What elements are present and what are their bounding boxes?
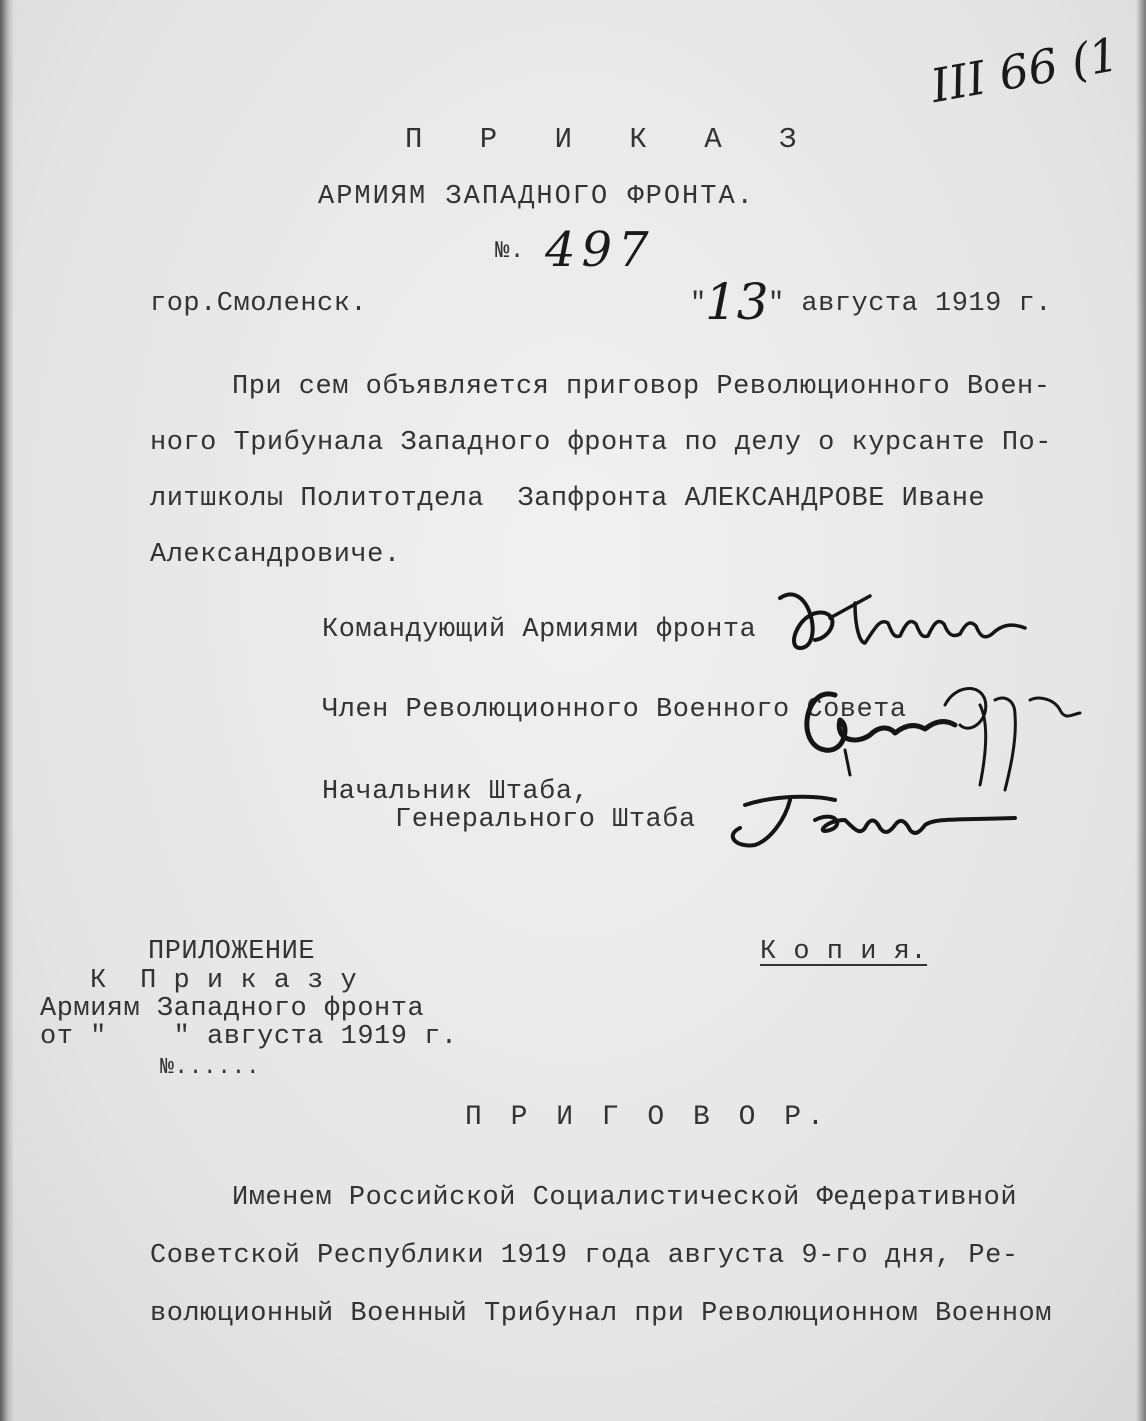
place-line: гор.Смоленск. xyxy=(150,289,368,319)
body-line: ного Трибунала Западного фронта по делу о курсанте По- xyxy=(150,428,1052,458)
verdict-title: П Р И Г О В О Р. xyxy=(465,1102,830,1133)
copy-label: К о п и я. xyxy=(760,937,928,967)
scan-edge-left xyxy=(0,0,14,1421)
date-day: 13 xyxy=(705,273,769,331)
chief-of-staff-line1: Начальник Штаба, xyxy=(322,777,590,807)
order-subtitle: АРМИЯМ ЗАПАДНОГО ФРОНТА. xyxy=(318,182,755,212)
verdict-line: Именем Российской Социалистической Федеративной xyxy=(232,1183,1018,1213)
order-number-value: 497 xyxy=(545,222,655,278)
body-line: Александровиче. xyxy=(150,540,401,570)
appendix-date: от " " августа 1919 г. xyxy=(40,1022,458,1052)
chief-of-staff-line2: Генерального Штаба xyxy=(395,805,696,835)
verdict-line: Советской Республики 1919 года августа 9-го дня, Ре- xyxy=(150,1241,1019,1271)
appendix-label: ПРИЛОЖЕНИЕ xyxy=(148,937,316,967)
council-member-title: Член Революционного Военного Совета xyxy=(322,695,907,725)
commander-signature xyxy=(770,578,1040,668)
appendix-number: №...... xyxy=(160,1054,261,1080)
body-line: литшколы Политотдела Запфронта АЛЕКСАНДРОВЕ Иване xyxy=(150,484,986,514)
scan-edge-right xyxy=(1136,0,1146,1421)
date-rest: " августа 1919 г. xyxy=(768,289,1052,319)
verdict-line: волюционный Военный Трибунал при Революционном Военном xyxy=(150,1299,1052,1329)
order-number-label: №. xyxy=(495,238,525,265)
date-quote-open: " xyxy=(690,289,707,319)
chief-of-staff-signature xyxy=(715,780,1035,860)
order-title: П Р И К А З xyxy=(405,123,817,156)
appendix-armies: Армиям Западного фронта xyxy=(40,994,425,1024)
body-line: При сем объявляется приговор Революционного Воен- xyxy=(232,372,1051,402)
archive-mark: III 66 (1 xyxy=(926,26,1123,114)
appendix-to-order: К П р и к а з у xyxy=(90,966,358,996)
commander-title: Командующий Армиями фронта xyxy=(322,615,757,645)
